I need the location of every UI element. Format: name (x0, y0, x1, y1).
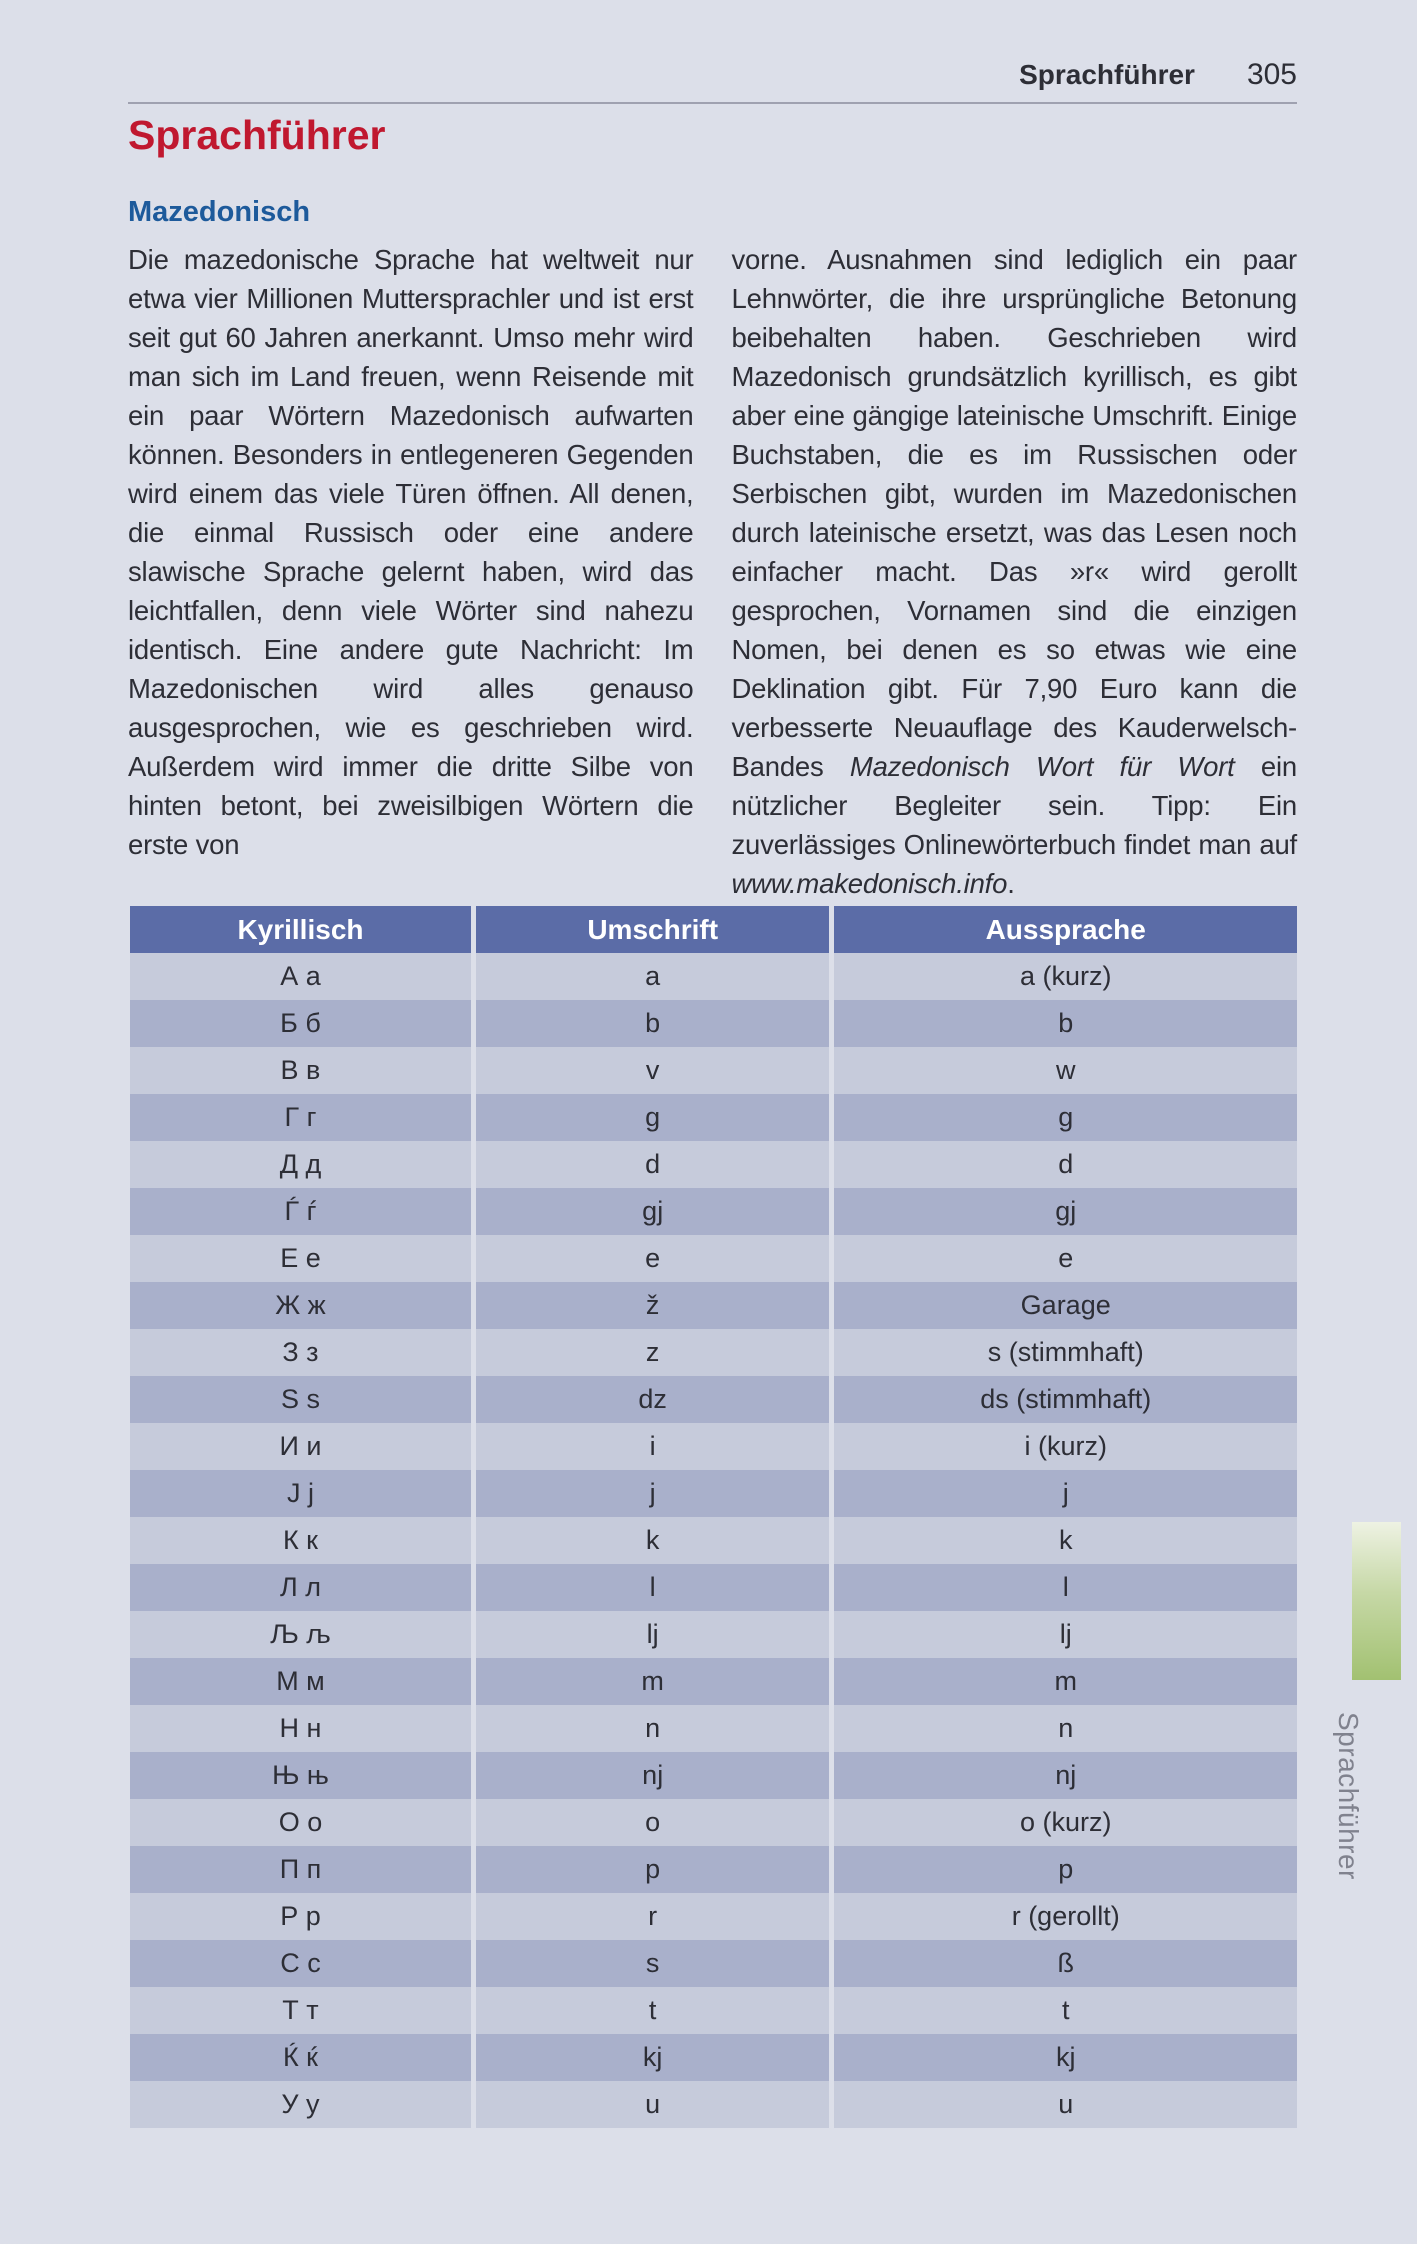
cell-kyrillisch: Ж ж (130, 1282, 471, 1329)
column-right (732, 240, 1298, 903)
cell-kyrillisch: Ѓ ѓ (130, 1188, 471, 1235)
cell-umschrift: b (476, 1000, 829, 1047)
cell-aussprache: nj (834, 1752, 1297, 1799)
page-title: Sprachführer (128, 112, 386, 158)
cell-kyrillisch: М м (130, 1658, 471, 1705)
table-row (130, 1752, 1297, 1799)
table-row (130, 1000, 1297, 1047)
table-row (130, 2081, 1297, 2128)
cell-umschrift: l (476, 1564, 829, 1611)
cell-kyrillisch: Љ љ (130, 1611, 471, 1658)
cell-umschrift: k (476, 1517, 829, 1564)
cell-umschrift: v (476, 1047, 829, 1094)
cell-aussprache: gj (834, 1188, 1297, 1235)
cell-umschrift: d (476, 1141, 829, 1188)
cell-aussprache: Garage (834, 1282, 1297, 1329)
cell-aussprache: o (kurz) (834, 1799, 1297, 1846)
cell-umschrift: kj (476, 2034, 829, 2081)
cell-kyrillisch: Т т (130, 1987, 471, 2034)
table-row (130, 1611, 1297, 1658)
running-head-title: Sprachführer (1019, 59, 1195, 90)
cell-aussprache: a (kurz) (834, 953, 1297, 1000)
column-right-text-1: vorne. Ausnahmen sind lediglich ein paar Lehnwörter, die ihre ursprüngliche Betonung beibehalten haben. Geschrieben wird Mazedonisch grundsätzlich kyrillisch, es gibt aber eine gängige lateinische Umschrift. Einige Buchstaben, die es im Russischen oder Serbischen gibt, wurden im Mazedonischen durch lateinische ersetzt, was das Lesen noch einfacher macht. Das »r« wird gerollt gesprochen, Vornamen sind die einzigen Nomen, bei denen es so etwas wie eine Deklination gibt. Für 7,90 Euro kann die verbesserte Neuauflage des Kauderwelsch-Bandes (731, 244, 1297, 782)
cell-aussprache: t (834, 1987, 1297, 2034)
table-row (130, 1094, 1297, 1141)
table-row (130, 2034, 1297, 2081)
cell-kyrillisch: Д д (130, 1141, 471, 1188)
cell-umschrift: z (476, 1329, 829, 1376)
cell-umschrift: ž (476, 1282, 829, 1329)
table-row (130, 1047, 1297, 1094)
cell-aussprache: ds (stimmhaft) (834, 1376, 1297, 1423)
cell-umschrift: lj (476, 1611, 829, 1658)
cell-aussprache: s (stimmhaft) (834, 1329, 1297, 1376)
cell-umschrift: i (476, 1423, 829, 1470)
running-head (1019, 58, 1297, 92)
header-rule (128, 102, 1297, 104)
cell-kyrillisch: К к (130, 1517, 471, 1564)
cell-umschrift: o (476, 1799, 829, 1846)
table-header-row (130, 906, 1297, 953)
table-row (130, 1517, 1297, 1564)
cell-aussprache: n (834, 1705, 1297, 1752)
page-number: 305 (1246, 58, 1297, 91)
cell-kyrillisch: Л л (130, 1564, 471, 1611)
table-row (130, 1893, 1297, 1940)
cell-aussprache: ß (834, 1940, 1297, 1987)
section-heading: Mazedonisch (128, 196, 311, 228)
cell-umschrift: n (476, 1705, 829, 1752)
book-title-italic: Mazedonisch Wort für Wort (849, 751, 1235, 782)
table-row (130, 1376, 1297, 1423)
cell-aussprache: lj (834, 1611, 1297, 1658)
cell-kyrillisch: Б б (130, 1000, 471, 1047)
col-header-aussprache: Aussprache (834, 906, 1297, 953)
table-row (130, 1846, 1297, 1893)
cell-kyrillisch: Р р (130, 1893, 471, 1940)
cell-aussprache: k (834, 1517, 1297, 1564)
cell-aussprache: b (834, 1000, 1297, 1047)
cell-aussprache: g (834, 1094, 1297, 1141)
table-row (130, 1141, 1297, 1188)
cell-kyrillisch: Е е (130, 1235, 471, 1282)
cell-umschrift: p (476, 1846, 829, 1893)
table-row (130, 1658, 1297, 1705)
cell-umschrift: m (476, 1658, 829, 1705)
table-row (130, 1282, 1297, 1329)
cell-kyrillisch: Ќ ќ (130, 2034, 471, 2081)
table-row (130, 1470, 1297, 1517)
chapter-tab (1352, 1522, 1401, 1680)
table-row (130, 1235, 1297, 1282)
cell-kyrillisch: Н н (130, 1705, 471, 1752)
cell-kyrillisch: П п (130, 1846, 471, 1893)
cell-kyrillisch: В в (130, 1047, 471, 1094)
cell-umschrift: e (476, 1235, 829, 1282)
cell-umschrift: r (476, 1893, 829, 1940)
cell-aussprache: e (834, 1235, 1297, 1282)
table-body (130, 953, 1297, 2128)
column-right-text-3: . (1007, 868, 1015, 899)
cell-umschrift: a (476, 953, 829, 1000)
cell-kyrillisch: З з (130, 1329, 471, 1376)
table-row (130, 1188, 1297, 1235)
cell-kyrillisch: У у (130, 2081, 471, 2128)
cell-umschrift: nj (476, 1752, 829, 1799)
column-right-text-2: ein nützlicher Begleiter sein. Tipp: Ein zuverlässiges Onlinewörterbuch findet man auf (731, 751, 1297, 860)
cell-kyrillisch: Њ њ (130, 1752, 471, 1799)
cell-umschrift: j (476, 1470, 829, 1517)
column-left: Die mazedonische Sprache hat weltweit nur etwa vier Millionen Muttersprachler und ist erst seit gut 60 Jahren anerkannt. Umso mehr wird man sich im Land freuen, wenn Reisende mit ein paar Wörtern Mazedonisch aufwarten können. Besonders in entlegeneren Gegenden wird einem das viele Türen öffnen. All denen, die einmal Russisch oder eine andere slawische Sprache gelernt haben, wird das leichtfallen, denn viele Wörter sind nahezu identisch. Eine andere gute Nachricht: Im Mazedonischen wird alles genauso ausgesprochen, wie es geschrieben wird. Außerdem wird immer die dritte Silbe von hinten betont, bei zweisilbigen Wörtern die erste von (128, 244, 694, 860)
cell-umschrift: u (476, 2081, 829, 2128)
cell-kyrillisch: И и (130, 1423, 471, 1470)
cell-kyrillisch: А а (130, 953, 471, 1000)
table-row (130, 1329, 1297, 1376)
table-row (130, 953, 1297, 1000)
cell-kyrillisch: Г г (130, 1094, 471, 1141)
text-columns (128, 240, 1297, 903)
col-header-umschrift: Umschrift (476, 906, 829, 953)
cell-aussprache: kj (834, 2034, 1297, 2081)
website-italic: www.makedonisch.info (731, 868, 1008, 899)
chapter-tab-label: Sprachführer (1333, 1712, 1364, 1880)
cell-aussprache: u (834, 2081, 1297, 2128)
table-row (130, 1940, 1297, 1987)
cell-aussprache: w (834, 1047, 1297, 1094)
cell-aussprache: r (gerollt) (834, 1893, 1297, 1940)
table-row (130, 1987, 1297, 2034)
cell-kyrillisch: С с (130, 1940, 471, 1987)
col-header-kyrillisch: Kyrillisch (130, 906, 471, 953)
cell-aussprache: m (834, 1658, 1297, 1705)
cell-aussprache: d (834, 1141, 1297, 1188)
cell-umschrift: gj (476, 1188, 829, 1235)
table-row (130, 1799, 1297, 1846)
cell-umschrift: s (476, 1940, 829, 1987)
cell-aussprache: i (kurz) (834, 1423, 1297, 1470)
cell-umschrift: t (476, 1987, 829, 2034)
cell-umschrift: dz (476, 1376, 829, 1423)
table-row (130, 1423, 1297, 1470)
cell-kyrillisch: О о (130, 1799, 471, 1846)
alphabet-table (125, 906, 1302, 2128)
cell-aussprache: j (834, 1470, 1297, 1517)
table-row (130, 1564, 1297, 1611)
cell-kyrillisch: Ј ј (130, 1470, 471, 1517)
cell-aussprache: l (834, 1564, 1297, 1611)
cell-umschrift: g (476, 1094, 829, 1141)
cell-kyrillisch: Ѕ ѕ (130, 1376, 471, 1423)
cell-aussprache: p (834, 1846, 1297, 1893)
table-row (130, 1705, 1297, 1752)
